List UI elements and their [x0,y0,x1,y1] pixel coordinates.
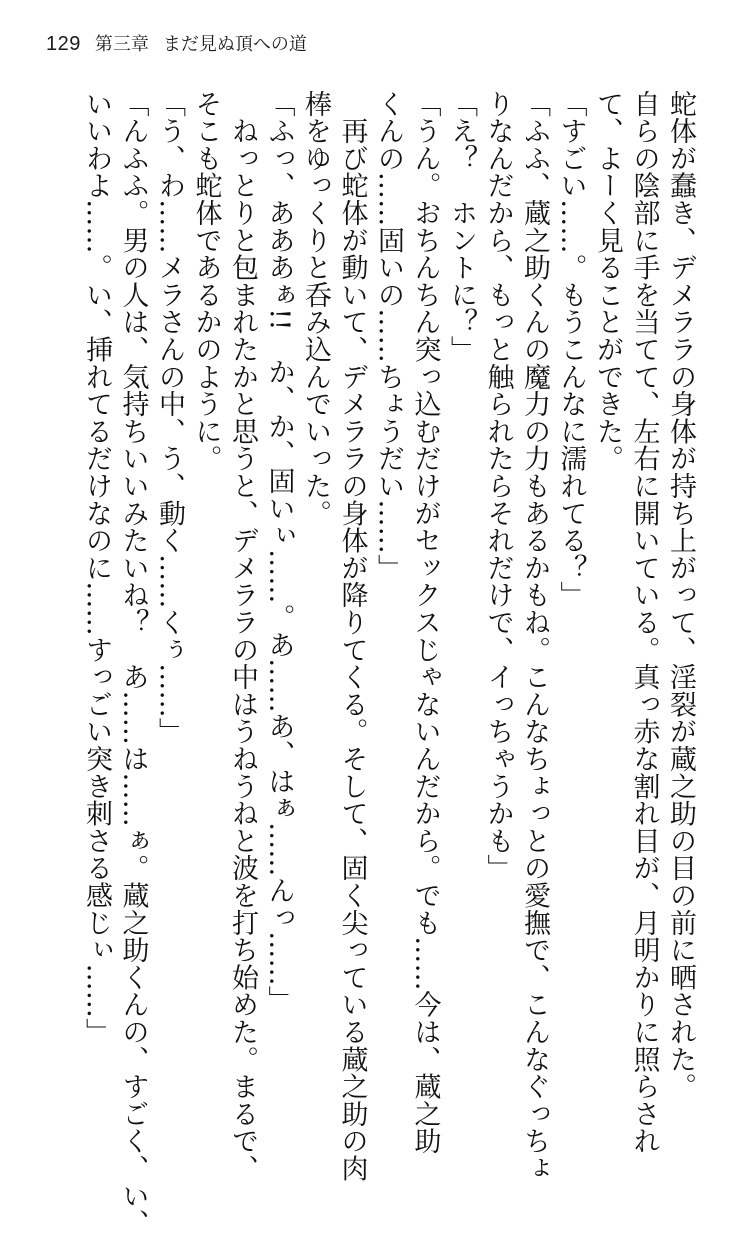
text-line: くんの……固いの……ちょうだい……」 [373,90,404,582]
text-line: りなんだから、もっと触られたらそれだけで、イっちゃうかも」 [482,90,514,882]
text-line: 「ふっ、あああぁ!! か、か、固いぃ……。あ……あ、はぁ……んっ……」 [263,90,295,1014]
text-line: 自らの陰部に手を当てて、左右に開いている。真っ赤な割れ目が、月明かりに照らされ [628,90,660,1155]
text-line: いいわよ……。い、挿れてるだけなのに……すっごい突き刺さる感じぃ……」 [81,90,112,1046]
text-line: 「すごい……。もうこんなに濡れてる？」 [555,90,587,609]
text-line: 「うん。おちんちん突っ込むだけがセックスじゃないんだから。でも……今は、蔵之助 [409,90,441,1155]
text-line: そこも蛇体であるかのように。 [190,90,222,473]
text-line: 「んふふ。男の人は、気持ちいいみたいね？ あ……は……ぁ。蔵之助くんの、すごく、い、 [117,90,149,1237]
page-number: 129 [46,33,81,55]
chapter-label: 第三章 [94,34,149,55]
chapter-title: まだ見ぬ頂への道 [162,34,307,55]
vertical-body-text [78,90,699,1237]
text-line: 「う、わ……メラさんの中、う、動く……くぅ……」 [154,90,185,746]
text-line: 蛇体が蠢き、デメララの身体が持ち上がって、淫裂が蔵之助の目の前に晒された。 [665,90,696,1101]
text-line: 「ふふ、蔵之助くんの魔力の力もあるかもね。こんなちょっとの愛撫で、こんなぐっちょ [519,90,550,1182]
text-line: ねっとりと包まれたかと思うと、デメララの中はうねうねと波を打ち始めた。まるで、 [227,90,258,1182]
text-line: て、よーく見ることができた。 [592,90,623,473]
running-header [46,30,307,58]
text-line: 棒をゆっくりと呑み込んでいった。 [300,90,331,527]
text-line: 再び蛇体が動いて、デメララの身体が降りてくる。そして、固く尖っている蔵之助の肉 [336,90,368,1182]
text-line: 「え？ ホントに？」 [446,90,477,363]
